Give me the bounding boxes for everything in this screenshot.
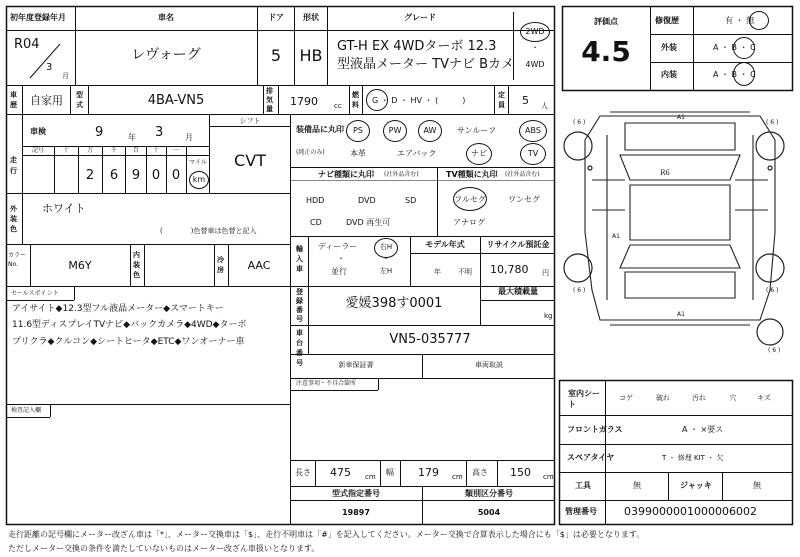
spare-tire [757, 319, 783, 345]
color-no-label: カラーNo. [8, 252, 27, 268]
tv-oneseg: ワンセグ [508, 195, 540, 204]
car-roof [630, 185, 730, 240]
import-parallel: 並行 [331, 267, 347, 276]
mileage-unit-mile: マイル [189, 159, 207, 166]
recycle-value: 10,780 [490, 263, 529, 276]
interior-color-label: 内装色 [133, 251, 140, 279]
sales-point-line-2: プリクラ◆クルコン◆シートヒータ◆ETC◆ワンオーナー車 [12, 337, 245, 347]
glass-options: A ・ ×要ス [682, 425, 724, 434]
import-right-hand: 右H [379, 243, 393, 251]
color-value: ホワイト [42, 202, 86, 215]
class-value: 5004 [477, 508, 501, 517]
repair-options: 有 ・ 無 [725, 16, 755, 25]
grade-label: グレード [404, 13, 436, 22]
fuel-g-circle [366, 89, 388, 111]
tv-type-label: TV種類に丸印 [446, 170, 498, 179]
warranty-label: 新車保証書 [338, 361, 374, 369]
import-dealer: ディーラー [318, 242, 358, 251]
seat-opt-3: 穴 [729, 394, 737, 402]
shape-value: HB [299, 46, 323, 65]
mileage-unit-km: km [192, 175, 206, 184]
max-load-unit: kg [544, 312, 553, 320]
digit-label-0: 十 [62, 147, 70, 154]
equipment-label: 装備品に丸印 [296, 125, 344, 134]
car-rear-window [620, 245, 740, 268]
model-year-unknown: 不明 [458, 268, 472, 276]
footer-line2: ただしメーター交換の条件を満たしていないものはメーター改ざん車扱いとなります。 [8, 544, 320, 553]
diagram-mark-r6: R6 [660, 169, 670, 177]
fuel-label: 燃料 [352, 91, 359, 109]
reg-label: 登録番号 [296, 288, 303, 323]
sales-points-label: セールスポイント [11, 290, 59, 297]
repair-none-circle [749, 11, 769, 30]
tire-rear-left [564, 254, 592, 282]
mileage-label: 走行 [10, 156, 17, 175]
tire-label-spare: ( 6 ) [768, 347, 781, 354]
mileage-digit-4: 0 [151, 168, 161, 183]
import-label: 輸入車 [296, 245, 303, 273]
digit-label-2: 千 [110, 147, 118, 154]
equip-airbag: エアバック [397, 149, 437, 158]
capacity-value: 5 [522, 94, 529, 107]
score-value: 4.5 [581, 35, 631, 68]
seat-opt-4: キズ [757, 394, 771, 402]
type-cert-label: 型式指定番号 [332, 489, 380, 498]
navi-dvd: DVD [358, 196, 376, 205]
mgmt-label: 管理番号 [565, 507, 597, 516]
inspection-year: 9 [95, 125, 104, 140]
capacity-unit: 人 [541, 102, 548, 110]
first-reg-month-unit: 月 [62, 72, 69, 80]
car-trunk [625, 272, 735, 298]
navi-type-label-sub: (社外品含む) [384, 171, 419, 178]
seat-opt-0: コゲ [619, 394, 633, 402]
model-value: 4BA-VN5 [147, 93, 205, 108]
tire-front-right [756, 132, 784, 160]
door-label: ドア [268, 13, 284, 22]
tire-rear-right [756, 254, 784, 282]
first-reg-year: R04 [14, 37, 40, 52]
seat-opt-1: 破れ [656, 394, 670, 402]
usage-label: 車歴 [10, 91, 17, 109]
navi-dvd-player: DVD 再生可 [346, 218, 391, 227]
tv-type-label-sub: (社外品含む) [505, 171, 540, 178]
height-unit: cm [543, 473, 554, 481]
color-note: ( )色替車は色替と記入 [160, 227, 257, 235]
equip-abs: ABS [525, 126, 541, 135]
height-label: 高さ [472, 468, 488, 477]
diagram-mark-a1-front: A1 [677, 114, 685, 121]
tools-label: 工具 [575, 481, 591, 490]
notes-label: 注意事項・不具合箇所 [296, 380, 357, 387]
type-cert-value: 19897 [342, 508, 370, 517]
ac-label: 冷房 [217, 256, 224, 274]
navi-type-label: ナビ種類に丸印 [318, 170, 374, 179]
model-year-label: モデル年式 [425, 240, 465, 249]
car-name-value: レヴォーグ [131, 47, 201, 63]
diagram-mark-a1-rear: A1 [677, 311, 685, 318]
equip-leather: 本革 [350, 149, 366, 158]
chassis-value: VN5-035777 [389, 332, 471, 347]
reg-value: 愛媛398す0001 [345, 296, 443, 311]
exterior-grade: A ・ B ・ C [713, 43, 756, 52]
chassis-label: 車台番号 [296, 329, 303, 367]
displacement-label: 排気量 [266, 87, 273, 113]
drive-separator: ・ [531, 43, 539, 52]
ac-value: AAC [247, 259, 271, 272]
equip-navi: ナビ [471, 149, 487, 158]
sales-point-line-0: アイサイト◆12.3型フル液晶メーター◆スマートキー [12, 304, 224, 314]
equipment-label-sub: (純正のみ) [296, 149, 325, 156]
grade-line1: GT-H EX 4WDターボ 12.3 [337, 39, 497, 54]
car-hood [625, 123, 735, 150]
exterior-label: 外装 [661, 43, 677, 52]
mileage-symbol-label: 記号 [31, 147, 45, 154]
jack-value: 無 [753, 481, 761, 490]
width-label: 幅 [386, 468, 394, 477]
inspection-year-unit: 年 [128, 133, 136, 142]
digit-label-1: 万 [86, 147, 94, 154]
recycle-label: リサイクル預託金 [486, 240, 550, 249]
color-label: 外装色 [10, 205, 17, 233]
displacement-value: 1790 [290, 95, 318, 108]
mgmt-value: 0399000001000006002 [624, 505, 757, 518]
spare-options: T ・ 修理 KIT ・ 欠 [662, 454, 724, 462]
navi-cd: CD [310, 218, 322, 227]
first-reg-label: 初年度登録年月 [10, 13, 66, 22]
seat-opt-2: 汚れ [692, 394, 706, 402]
car-windshield [620, 155, 740, 180]
digit-label-5: 一 [172, 147, 180, 154]
car-mirror-right [768, 166, 772, 170]
import-separator: ・ [337, 254, 345, 263]
seat-label: 室内シート [568, 389, 600, 409]
capacity-label: 定員 [498, 91, 505, 109]
length-label: 長さ [295, 468, 311, 477]
mileage-digit-2: 6 [109, 168, 119, 183]
sales-point-line-1: 11.6型ディスプレイTVナビ◆バックカメラ◆4WD◆ターボ [12, 320, 247, 330]
grade-line2: 型液晶メーター TVナビ Bカメ [337, 57, 515, 72]
inspection-label: 車検 [30, 127, 46, 136]
inspection-month-unit: 月 [185, 133, 193, 142]
car-mirror-left [588, 166, 592, 170]
inspection-month: 3 [155, 125, 164, 140]
doors-value: 5 [270, 46, 282, 65]
exterior-b-circle [733, 37, 755, 59]
score-label: 評価点 [594, 17, 618, 26]
footer-line1: 走行距離の記号欄にメーター改ざん車は「*」、メーター交換車は「$」、走行不明車は「#」を記入してください。メーター交換で合算表示した場合にも「$」は必要となります。 [8, 530, 645, 539]
width-value: 179 [418, 466, 439, 479]
spare-label: スペアタイヤ [567, 453, 615, 462]
first-reg-month: 3 [46, 62, 53, 73]
class-label: 類別区分番号 [465, 489, 513, 498]
repair-label: 修復歴 [655, 16, 679, 25]
mileage-digit-1: 2 [85, 168, 95, 183]
tv-fullseg: フルセグ [454, 195, 486, 204]
length-value: 475 [330, 466, 351, 479]
drive-2wd: 2WD [525, 27, 545, 36]
interior-b-circle [733, 62, 755, 86]
color-no-value: M6Y [68, 259, 92, 272]
mileage-digit-5: 0 [171, 168, 181, 183]
model-year-unit: 年 [434, 268, 441, 276]
diagram-mark-a1-left: A1 [612, 233, 620, 240]
tire-label-fl: ( 6 ) [573, 119, 586, 126]
glass-label: フロントガラス [567, 425, 623, 434]
interior-label: 内装 [661, 70, 677, 79]
car-outline [585, 116, 775, 320]
manual-label: 車両取説 [475, 361, 503, 369]
tire-label-rl: ( 6 ) [573, 287, 586, 294]
mileage-digit-3: 9 [131, 168, 141, 183]
equip-tv: TV [527, 149, 539, 158]
tire-label-fr: ( 6 ) [766, 119, 779, 126]
shape-label: 形状 [303, 13, 319, 22]
car-name-label: 車名 [158, 13, 174, 22]
digit-label-4: 十 [152, 147, 160, 154]
tools-value: 無 [633, 481, 641, 490]
shift-label: シフト [239, 117, 261, 125]
height-value: 150 [510, 466, 531, 479]
width-unit: cm [452, 473, 463, 481]
equip-sunroof: サンルーフ [457, 126, 496, 135]
recycle-unit: 円 [542, 269, 549, 277]
equip-pw: PW [388, 126, 402, 135]
inspection-notes-label: 検査記入欄 [11, 407, 42, 414]
car-side-panels [607, 135, 753, 300]
jack-label: ジャッキ [680, 481, 712, 490]
length-unit: cm [365, 473, 376, 481]
displacement-unit: cc [334, 102, 342, 110]
interior-grade: A ・ B ・ C [713, 70, 756, 79]
fuel-options: G ・ D ・ HV ・ ( ) [372, 96, 466, 105]
shift-value: CVT [234, 151, 266, 170]
equip-ps: PS [353, 126, 363, 135]
equip-aw: AW [423, 126, 437, 135]
max-load-label: 最大積載量 [498, 287, 538, 296]
import-left-hand: 左H [379, 267, 393, 275]
tire-label-rr: ( 6 ) [766, 287, 779, 294]
import-hand-separator: ・ [382, 254, 390, 263]
model-label: 型式 [76, 91, 83, 109]
digit-label-3: 百 [132, 147, 140, 154]
tire-front-left [564, 132, 592, 160]
tv-analog: アナログ [453, 218, 485, 227]
navi-hdd: HDD [306, 196, 325, 205]
drive-4wd: 4WD [525, 60, 545, 69]
usage-value: 自家用 [30, 94, 63, 107]
navi-sd: SD [405, 196, 417, 205]
